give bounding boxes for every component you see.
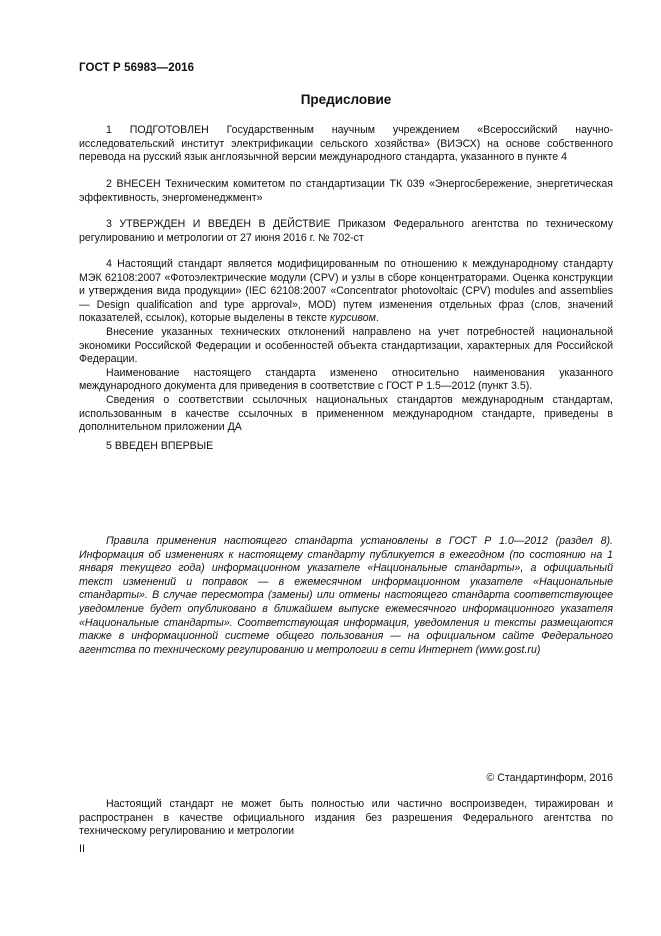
reproduction-notice-text: Настоящий стандарт не может быть полностью или частично воспроизведен, тиражирован и распространен в качестве официального издания без разрешения Федерального агентства по техническому регулированию и метрологии (79, 798, 613, 838)
page-number: II (79, 843, 85, 855)
item-4-period: . (375, 312, 379, 325)
rules-notice (79, 535, 613, 657)
item-5 (79, 440, 613, 454)
item-2 (79, 178, 613, 205)
item-3-text: 3 УТВЕРЖДЕН И ВВЕДЕН В ДЕЙСТВИЕ Приказом Федерального агентства по техническому регулированию и метрологии от 27 июня 2016 г. № 702-ст (79, 218, 613, 244)
copyright: © Стандартинформ, 2016 (486, 772, 613, 784)
item-4-paragraph-3: Наименование настоящего стандарта изменено относительно наименования указанного международного документа для приведения в соответствие с ГОСТ Р 1.5—2012 (пункт 3.5). (79, 366, 613, 393)
page-title: Предисловие (300, 92, 392, 107)
document-code: ГОСТ Р 56983—2016 (79, 62, 195, 74)
item-4-paragraph-4: Сведения о соответствии ссылочных национальных стандартов международным стандартам, использованным в качестве ссылочных в примененном международном стандарте, приведены в дополнительном приложении ДА (79, 393, 613, 434)
item-5-text: 5 ВВЕДЕН ВПЕРВЫЕ (106, 440, 214, 452)
item-4-text: 4 Настоящий стандарт является модифицированным по отношению к международному стандарту МЭК 62108:2007 «Фотоэлектрические модули (CPV) и узлы в сборе концентраторами. Оценка конструкции и утверждения вида продукции» (IEC 62108:2007 «Concentrator photovoltaic (CPV) modules and assemblies — Design qualification and type approval», MOD) путем изменения отдельных фраз (слов, значений показателей, ссылок), которые выделены в тексте (79, 258, 613, 325)
item-1 (79, 124, 613, 165)
item-3 (79, 218, 613, 245)
rules-notice-text: Правила применения настоящего стандарта установлены в ГОСТ Р 1.0—2012 (раздел 8). Информация об изменениях к настоящему стандарту публикуется в ежегодном (по состоянию на 1 января текущего года) информационном указателе «Национальные стандарты», а официальный текст изменений и поправок — в ежемесячном информационном указателе «Национальные стандарты». В случае пересмотра (замены) или отмены настоящего стандарта соответствующее уведомление будет опубликовано в ближайшем выпуске ежемесячного информационного указателя «Национальные стандарты». Соответствующая информация, уведомления и тексты размещаются также в информационной системе общего пользования — на официальном сайте Федерального агентства по техническому регулированию и метрологии в сети Интернет (www.gost.ru) (79, 535, 613, 656)
item-4-paragraph-2: Внесение указанных технических отклонений направлено на учет потребностей национальной экономики Российской Федерации и особенностей объекта стандартизации, характерных для Российской Федерации. (79, 325, 613, 366)
italic-word: курсивом (330, 312, 376, 325)
item-4-paragraph-1 (79, 258, 613, 326)
reproduction-notice (79, 798, 613, 839)
item-2-text: 2 ВНЕСЕН Техническим комитетом по стандартизации ТК 039 «Энергосбережение, энергетическая эффективность, энергоменеджмент» (79, 178, 613, 204)
item-4 (79, 258, 613, 435)
item-1-text: 1 ПОДГОТОВЛЕН Государственным научным учреждением «Всероссийский научно-исследовательский институт электрификации сельского хозяйства» (ВИЭСХ) на основе собственного перевода на русский язык англоязычной версии международного стандарта, указанного в пункте 4 (79, 124, 613, 164)
